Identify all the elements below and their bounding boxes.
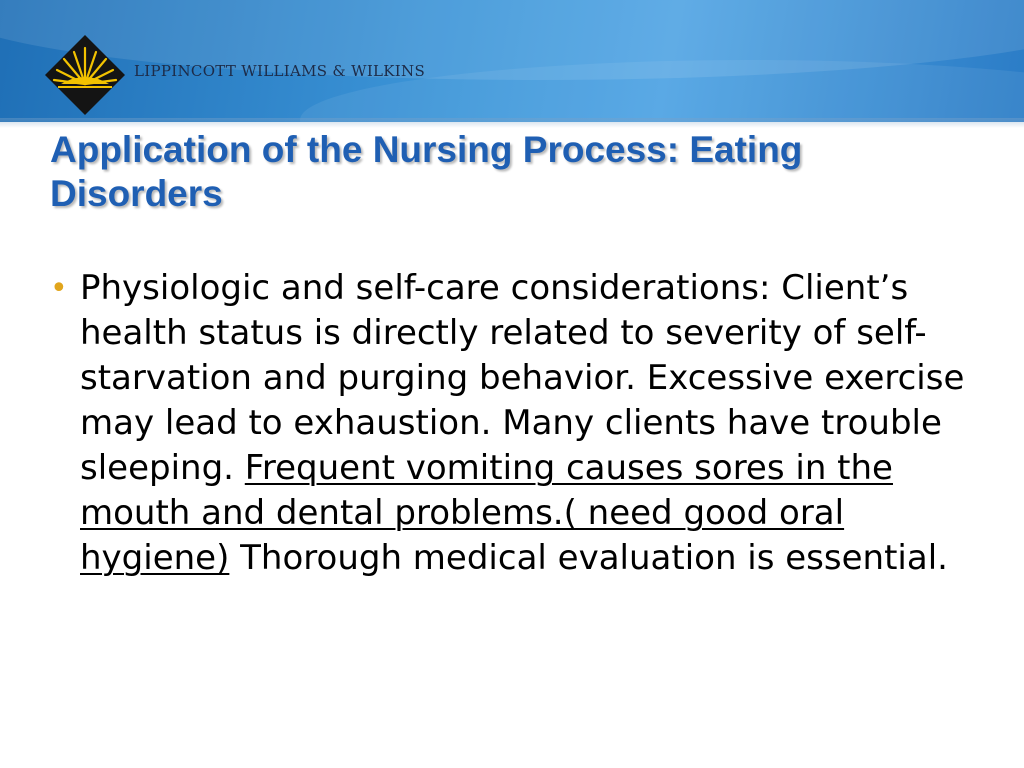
body-text-underlined: Frequent vomiting causes sores in the mouth and dental problems.( need good oral hygiene) — [80, 448, 893, 578]
slide-title-line1: Application of the Nursing Process: Eating — [50, 129, 803, 170]
starburst-diamond-icon — [44, 34, 126, 116]
slide-title — [50, 128, 990, 216]
slide-title-line2: Disorders — [50, 173, 223, 214]
bullet-list — [50, 266, 1000, 581]
bullet-icon: • — [50, 271, 68, 306]
body-text-part1: Physiologic and self-care considerations: Client’s health status is directly related to severity of self-starvation and purging behavior. Excessive exercise may lead to exhaustion. Many clients have trouble sleeping. — [80, 268, 965, 488]
header-band — [0, 0, 1024, 122]
bullet-item — [50, 266, 1000, 581]
publisher-logo-text: LIPPINCOTT WILLIAMS & WILKINS — [134, 62, 426, 80]
header-shadow — [0, 118, 1024, 128]
body-text-part2: Thorough medical evaluation is essential. — [229, 538, 948, 578]
